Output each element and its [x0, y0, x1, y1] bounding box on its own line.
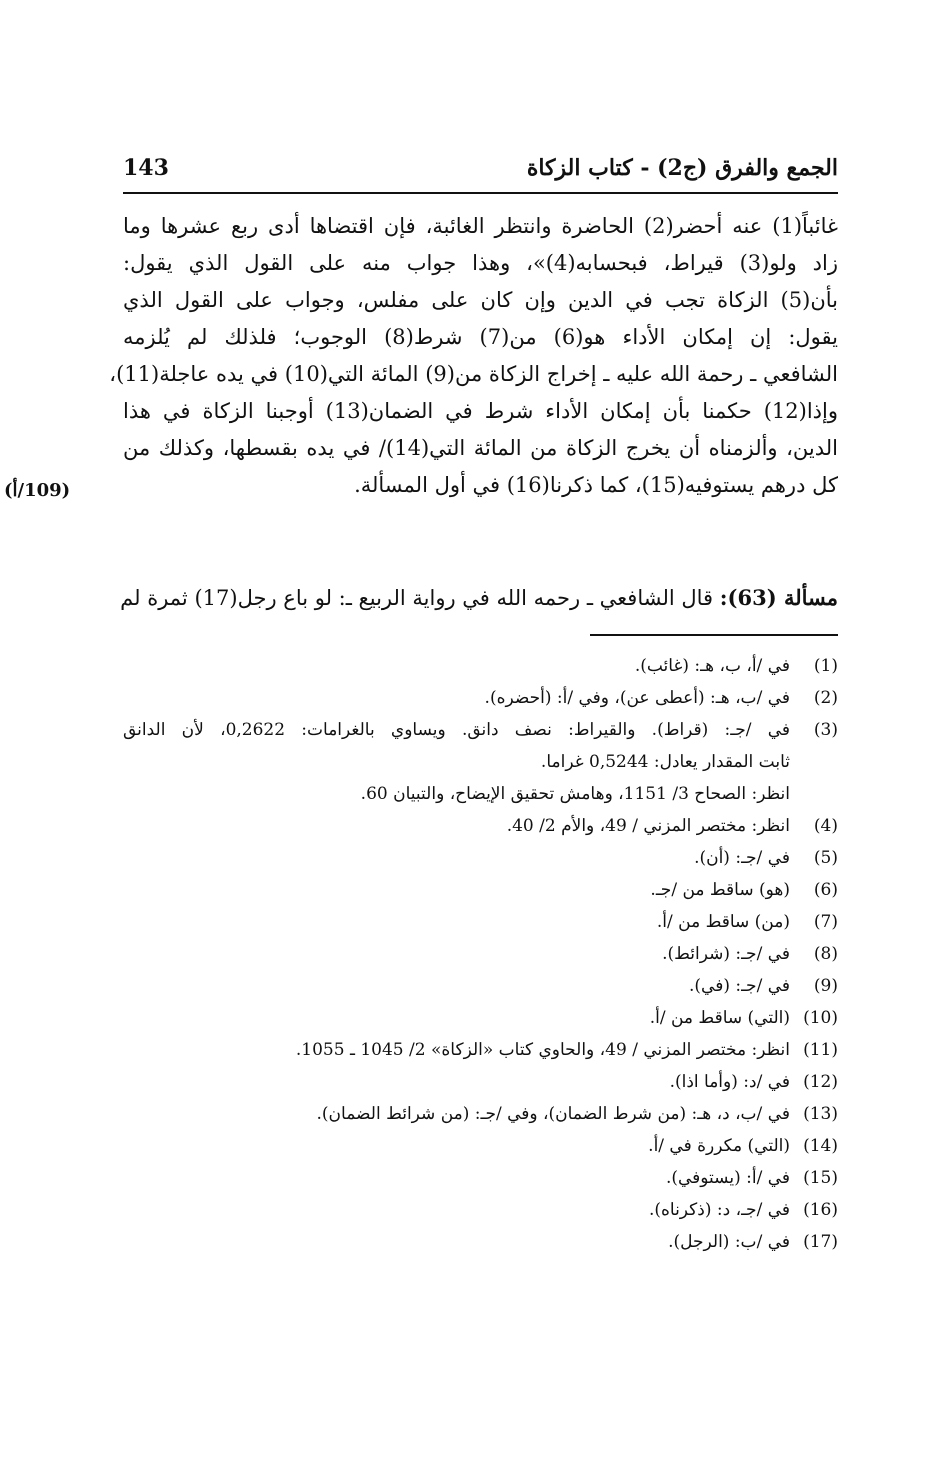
page-number: 143 [123, 155, 169, 181]
footnote-text: انظر: مختصر المزني / 49، والأم 2/ 40. [506, 816, 790, 836]
issue-line [120, 578, 838, 618]
footnote-text: (من) ساقط من /أ. [656, 912, 790, 932]
text-line: الدين، وألزمناه أن يخرج الزكاة من المائة التي(14)/ في يده بقسطها، وكذلك من [123, 436, 838, 460]
footnote-text: في /ب، د، هـ: (من شرط الضمان)، وفي /جـ: (من شرائط الضمان). [316, 1104, 790, 1124]
text-line: يقول: إن إمكان الأداء هو(6) من(7) شرط(8) الوجوب؛ فلذلك لم يُلزمه [123, 325, 838, 349]
text-line: بأن(5) الزكاة تجب في الدين وإن كان على مفلس، وجواب على القول الذي [123, 288, 838, 312]
footnote-text: انظر: الصحاح 3/ 1151، وهامش تحقيق الإيضاح، والتبيان 60. [360, 784, 790, 804]
running-title: الجمع والفرق (ج2) - كتاب الزكاة [526, 155, 838, 181]
footnote [123, 810, 838, 842]
footnote-number: (15) [803, 1168, 838, 1188]
footnote-number: (12) [803, 1072, 838, 1092]
page-header [123, 155, 838, 189]
footnote [123, 682, 838, 714]
footnote [123, 874, 838, 906]
footnote-number: (2) [813, 688, 838, 708]
footnote [123, 938, 838, 970]
issue-text: قال الشافعي ـ رحمه الله في رواية الربيع ـ: لو باع رجل(17) ثمرة لم [120, 586, 714, 610]
footnote-text: في /جـ: (قراط). والقيراط: نصف دانق. ويساوي بالغرامات: 0,2622، لأن الدانق [123, 720, 790, 740]
text-line: زاد ولو(3) قيراط، فبحسابه(4)»، وهذا جواب منه على القول الذي يقول: [123, 251, 838, 275]
footnote-number: (8) [813, 944, 838, 964]
footnote-number: (13) [803, 1104, 838, 1124]
issue-label: مسألة (63): [719, 585, 838, 610]
manuscript-folio-note: (109/أ) [4, 480, 71, 501]
footnote [123, 1226, 838, 1258]
footnote-number: (17) [803, 1232, 838, 1252]
footnote-text: (التي) ساقط من /أ. [649, 1008, 790, 1028]
footnote-number: (1) [813, 656, 838, 676]
footnote-text: (هو) ساقط من /جـ. [650, 880, 790, 900]
footnote-text: في /جـ، د: (ذكرناه). [648, 1200, 790, 1220]
text-line: كل درهم يستوفيه(15)، كما ذكرنا(16) في أول المسألة. [354, 473, 838, 497]
footnote-number: (14) [803, 1136, 838, 1156]
footnote-number: (6) [813, 880, 838, 900]
footnote-continuation: ثابت المقدار يعادل: 0,5244 غراما. [540, 752, 790, 772]
footnote-text: في /أ: (يستوفي). [665, 1168, 790, 1188]
footnote-number: (10) [803, 1008, 838, 1028]
footnote [123, 1194, 838, 1226]
footnote-number: (11) [803, 1040, 838, 1060]
footnote-separator [590, 634, 838, 636]
footnote-text: في /جـ: (شرائط). [662, 944, 790, 964]
footnote-number: (7) [813, 912, 838, 932]
footnote [123, 1130, 838, 1162]
main-text [109, 208, 838, 504]
footnote [123, 650, 838, 682]
footnote-text: في /ب، هـ: (أعطى عن)، وفي /أ: (أحضره). [484, 688, 790, 708]
footnotes [123, 650, 838, 1258]
footnote [123, 1002, 838, 1034]
footnote-number: (5) [813, 848, 838, 868]
footnote [123, 1034, 838, 1066]
footnote-text: في /أ، ب، هـ: (غائب). [634, 656, 790, 676]
header-rule [123, 192, 838, 194]
footnote [123, 906, 838, 938]
footnote-text: (التي) مكررة في /أ. [648, 1136, 790, 1156]
footnote-number: (9) [813, 976, 838, 996]
text-line: غائباً(1) عنه أحضر(2) الحاضرة وانتظر الغائبة، فإن اقتضاها أدى ربع عشرها وما [123, 214, 838, 238]
text-line: الشافعي ـ رحمة الله عليه ـ إخراج الزكاة من(9) المائة التي(10) في يده عاجلة(11)، [109, 362, 838, 386]
footnote [123, 1066, 838, 1098]
footnote-number: (4) [813, 816, 838, 836]
text-line: وإذا(12) حكمنا بأن إمكان الأداء شرط في الضمان(13) أوجبنا الزكاة في هذا [123, 399, 838, 423]
footnote-number: (3) [813, 720, 838, 740]
footnote [123, 714, 838, 778]
footnote-text: في /د: (وأما اذا). [669, 1072, 790, 1092]
footnote-text: في /جـ: (في). [688, 976, 790, 996]
footnote [123, 778, 838, 810]
footnote-text: انظر: مختصر المزني / 49، والحاوي كتاب «الزكاة» 2/ 1045 ـ 1055. [295, 1040, 790, 1060]
footnote [123, 842, 838, 874]
footnote-number: (16) [803, 1200, 838, 1220]
footnote-text: في /جـ: (أن). [694, 848, 790, 868]
footnote [123, 970, 838, 1002]
footnote-text: في /ب: (الرجل). [668, 1232, 790, 1252]
footnote [123, 1098, 838, 1130]
footnote [123, 1162, 838, 1194]
